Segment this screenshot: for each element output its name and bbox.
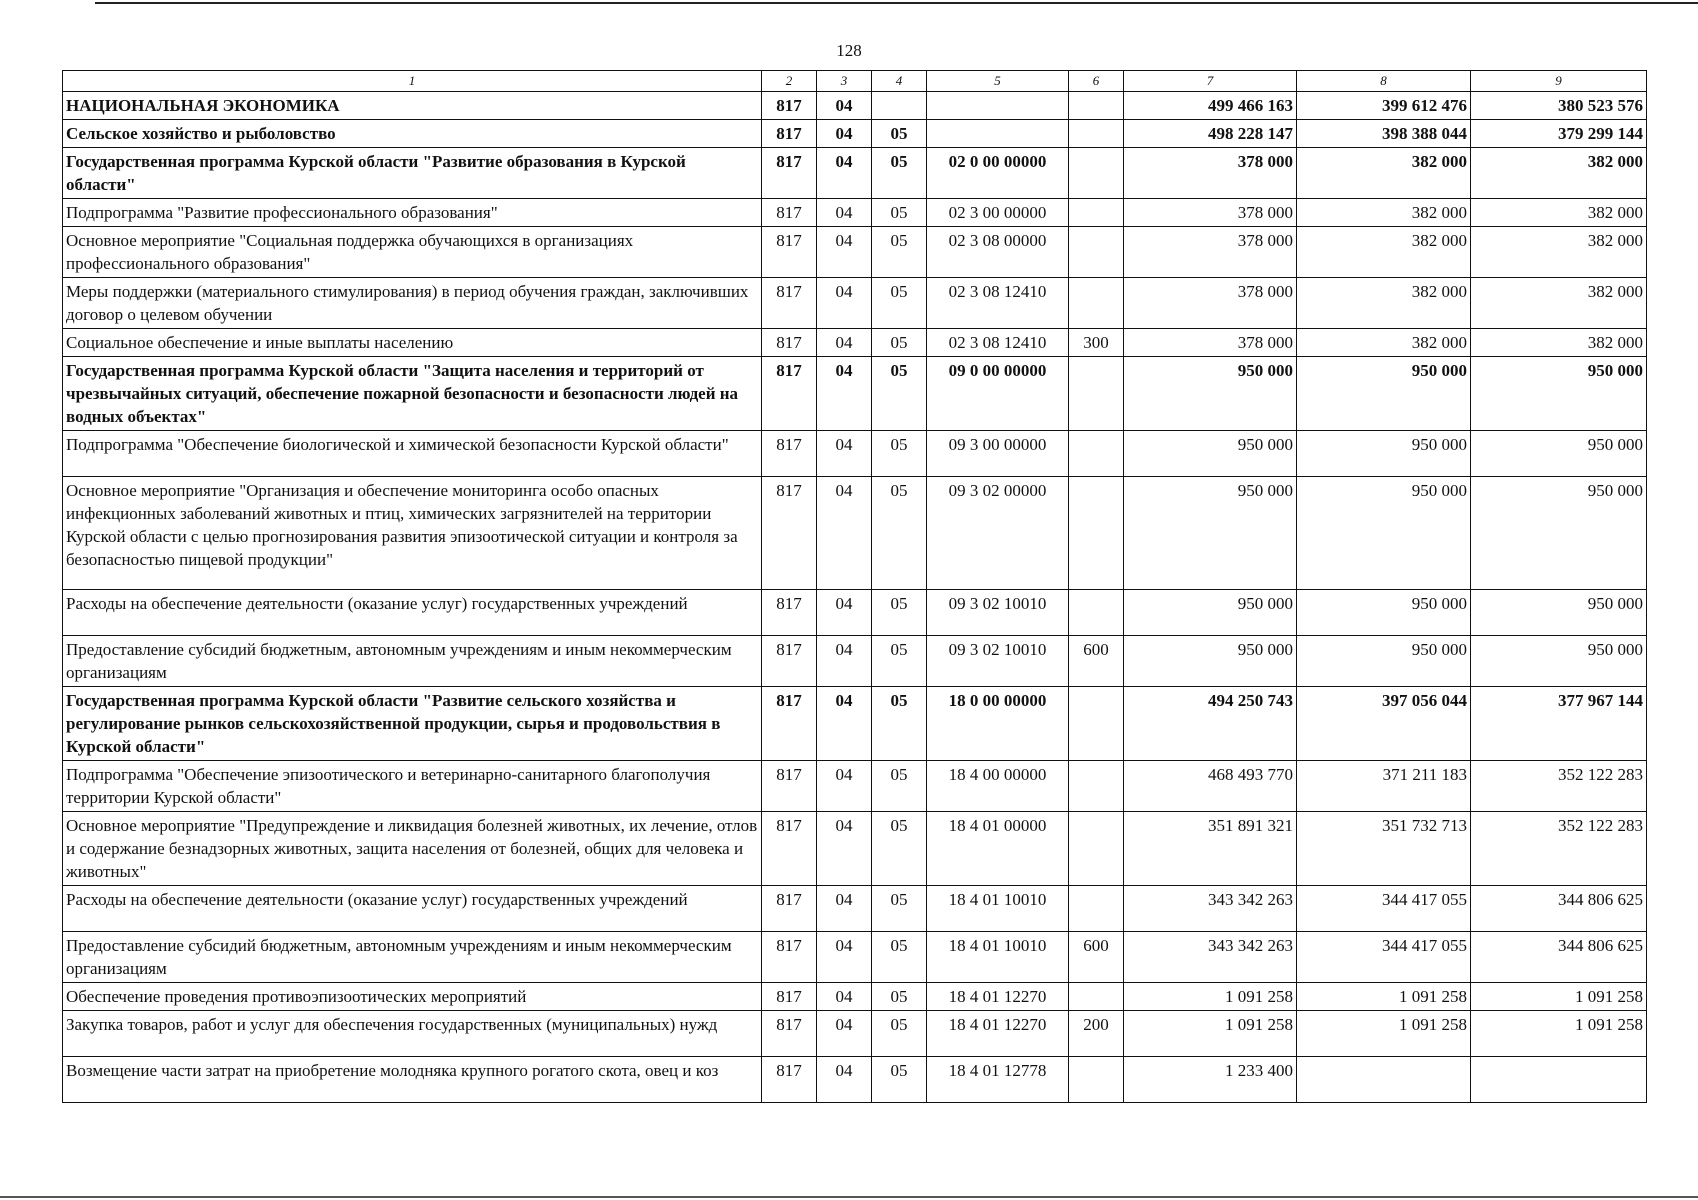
row-amount-col7: 499 466 163 (1124, 92, 1297, 120)
row-section-code: 04 (817, 1011, 872, 1057)
table-row (63, 932, 1647, 983)
row-section-code: 04 (817, 761, 872, 812)
row-grbs-code: 817 (762, 812, 817, 886)
row-expense-type (1069, 227, 1124, 278)
table-body (63, 92, 1647, 1103)
row-subsection-code: 05 (872, 1057, 927, 1103)
row-expense-type (1069, 1057, 1124, 1103)
row-expense-type (1069, 92, 1124, 120)
row-target-article: 18 4 01 12778 (927, 1057, 1069, 1103)
row-subsection-code: 05 (872, 329, 927, 357)
row-section-code: 04 (817, 886, 872, 932)
row-grbs-code: 817 (762, 932, 817, 983)
table-row (63, 1011, 1647, 1057)
column-header: 5 (927, 71, 1069, 92)
row-amount-col8: 382 000 (1297, 199, 1471, 227)
row-amount-col8: 344 417 055 (1297, 932, 1471, 983)
row-target-article: 09 3 02 10010 (927, 590, 1069, 636)
table-row (63, 329, 1647, 357)
table-row (63, 886, 1647, 932)
row-grbs-code: 817 (762, 92, 817, 120)
row-target-article: 18 4 01 12270 (927, 1011, 1069, 1057)
row-section-code: 04 (817, 687, 872, 761)
row-subsection-code: 05 (872, 199, 927, 227)
row-amount-col8: 950 000 (1297, 477, 1471, 590)
row-expense-type: 600 (1069, 636, 1124, 687)
row-subsection-code: 05 (872, 761, 927, 812)
row-name: Основное мероприятие "Социальная поддержка обучающихся в организациях профессионального образования" (63, 227, 762, 278)
row-target-article (927, 120, 1069, 148)
row-amount-col8: 382 000 (1297, 278, 1471, 329)
column-header: 8 (1297, 71, 1471, 92)
row-target-article: 18 4 01 10010 (927, 932, 1069, 983)
row-expense-type: 300 (1069, 329, 1124, 357)
table-row (63, 1057, 1647, 1103)
row-name: Основное мероприятие "Организация и обеспечение мониторинга особо опасных инфекционных заболеваний животных и птиц, химических загрязнителей на территории Курской области с целью прогнозирования развития эпизоотической ситуации и контроля за безопасностью пищевой продукции" (63, 477, 762, 590)
table-row (63, 199, 1647, 227)
row-section-code: 04 (817, 812, 872, 886)
row-subsection-code: 05 (872, 983, 927, 1011)
row-expense-type: 200 (1069, 1011, 1124, 1057)
row-section-code: 04 (817, 227, 872, 278)
row-amount-col8: 1 091 258 (1297, 983, 1471, 1011)
row-target-article: 02 3 08 12410 (927, 329, 1069, 357)
row-amount-col9: 379 299 144 (1471, 120, 1647, 148)
row-expense-type (1069, 278, 1124, 329)
row-amount-col8 (1297, 1057, 1471, 1103)
row-amount-col8: 397 056 044 (1297, 687, 1471, 761)
row-subsection-code: 05 (872, 357, 927, 431)
row-subsection-code: 05 (872, 932, 927, 983)
row-grbs-code: 817 (762, 1011, 817, 1057)
row-subsection-code: 05 (872, 687, 927, 761)
row-grbs-code: 817 (762, 1057, 817, 1103)
row-name: Расходы на обеспечение деятельности (оказание услуг) государственных учреждений (63, 886, 762, 932)
top-rule (95, 2, 1698, 4)
table-row (63, 148, 1647, 199)
row-subsection-code: 05 (872, 148, 927, 199)
row-amount-col9: 344 806 625 (1471, 932, 1647, 983)
row-amount-col9: 352 122 283 (1471, 812, 1647, 886)
row-name: Государственная программа Курской области "Развитие сельского хозяйства и регулирование рынков сельскохозяйственной продукции, сырья и продовольствия в Курской области" (63, 687, 762, 761)
row-name: Расходы на обеспечение деятельности (оказание услуг) государственных учреждений (63, 590, 762, 636)
column-number-row (63, 71, 1647, 92)
row-section-code: 04 (817, 92, 872, 120)
budget-table (62, 70, 1647, 1103)
row-amount-col7: 1 091 258 (1124, 983, 1297, 1011)
row-section-code: 04 (817, 357, 872, 431)
row-expense-type (1069, 687, 1124, 761)
row-amount-col7: 378 000 (1124, 199, 1297, 227)
row-name: Государственная программа Курской области "Развитие образования в Курской области" (63, 148, 762, 199)
row-amount-col8: 399 612 476 (1297, 92, 1471, 120)
row-target-article (927, 92, 1069, 120)
row-amount-col8: 950 000 (1297, 357, 1471, 431)
row-section-code: 04 (817, 148, 872, 199)
row-amount-col8: 382 000 (1297, 148, 1471, 199)
row-section-code: 04 (817, 590, 872, 636)
row-amount-col7: 343 342 263 (1124, 932, 1297, 983)
row-grbs-code: 817 (762, 687, 817, 761)
table-row (63, 278, 1647, 329)
row-target-article: 02 3 08 00000 (927, 227, 1069, 278)
row-subsection-code: 05 (872, 812, 927, 886)
row-expense-type (1069, 886, 1124, 932)
row-subsection-code: 05 (872, 1011, 927, 1057)
row-name: Закупка товаров, работ и услуг для обеспечения государственных (муниципальных) нужд (63, 1011, 762, 1057)
row-amount-col9: 382 000 (1471, 148, 1647, 199)
row-expense-type (1069, 357, 1124, 431)
row-amount-col7: 378 000 (1124, 329, 1297, 357)
row-name: Подпрограмма "Развитие профессионального образования" (63, 199, 762, 227)
row-amount-col9: 950 000 (1471, 431, 1647, 477)
row-subsection-code: 05 (872, 477, 927, 590)
row-name: Основное мероприятие "Предупреждение и ликвидация болезней животных, их лечение, отлов и содержание безнадзорных животных, защита населения от болезней, общих для человека и животных" (63, 812, 762, 886)
row-amount-col9: 382 000 (1471, 278, 1647, 329)
row-subsection-code: 05 (872, 886, 927, 932)
row-amount-col9: 950 000 (1471, 590, 1647, 636)
row-expense-type (1069, 148, 1124, 199)
row-target-article: 18 4 01 10010 (927, 886, 1069, 932)
row-name: Подпрограмма "Обеспечение биологической и химической безопасности Курской области" (63, 431, 762, 477)
row-section-code: 04 (817, 983, 872, 1011)
row-target-article: 02 0 00 00000 (927, 148, 1069, 199)
row-amount-col8: 344 417 055 (1297, 886, 1471, 932)
row-amount-col9 (1471, 1057, 1647, 1103)
page-number: 128 (836, 41, 862, 60)
row-subsection-code: 05 (872, 590, 927, 636)
row-amount-col7: 498 228 147 (1124, 120, 1297, 148)
row-target-article: 18 4 00 00000 (927, 761, 1069, 812)
row-expense-type (1069, 761, 1124, 812)
row-amount-col8: 1 091 258 (1297, 1011, 1471, 1057)
row-amount-col8: 371 211 183 (1297, 761, 1471, 812)
row-grbs-code: 817 (762, 278, 817, 329)
table-row (63, 120, 1647, 148)
row-amount-col7: 378 000 (1124, 148, 1297, 199)
column-header: 3 (817, 71, 872, 92)
table-row (63, 477, 1647, 590)
row-name: НАЦИОНАЛЬНАЯ ЭКОНОМИКА (63, 92, 762, 120)
table-row (63, 812, 1647, 886)
row-expense-type (1069, 477, 1124, 590)
row-amount-col7: 468 493 770 (1124, 761, 1297, 812)
row-amount-col7: 378 000 (1124, 278, 1297, 329)
row-amount-col9: 382 000 (1471, 227, 1647, 278)
row-name: Сельское хозяйство и рыболовство (63, 120, 762, 148)
row-name: Предоставление субсидий бюджетным, автономным учреждениям и иным некоммерческим организациям (63, 636, 762, 687)
row-amount-col7: 950 000 (1124, 477, 1297, 590)
row-grbs-code: 817 (762, 983, 817, 1011)
row-name: Возмещение части затрат на приобретение молодняка крупного рогатого скота, овец и коз (63, 1057, 762, 1103)
row-subsection-code (872, 92, 927, 120)
table-row (63, 92, 1647, 120)
row-name: Меры поддержки (материального стимулирования) в период обучения граждан, заключивших договор о целевом обучении (63, 278, 762, 329)
row-grbs-code: 817 (762, 636, 817, 687)
table-row (63, 983, 1647, 1011)
row-expense-type (1069, 199, 1124, 227)
row-expense-type (1069, 590, 1124, 636)
row-section-code: 04 (817, 431, 872, 477)
row-amount-col9: 344 806 625 (1471, 886, 1647, 932)
row-amount-col9: 377 967 144 (1471, 687, 1647, 761)
table-row (63, 687, 1647, 761)
row-target-article: 18 4 01 12270 (927, 983, 1069, 1011)
row-grbs-code: 817 (762, 199, 817, 227)
row-target-article: 02 3 08 12410 (927, 278, 1069, 329)
row-amount-col7: 950 000 (1124, 357, 1297, 431)
row-amount-col8: 950 000 (1297, 431, 1471, 477)
table-row (63, 636, 1647, 687)
row-amount-col9: 950 000 (1471, 357, 1647, 431)
row-section-code: 04 (817, 199, 872, 227)
row-name: Государственная программа Курской области "Защита населения и территорий от чрезвычайных ситуаций, обеспечение пожарной безопасности и безопасности людей на водных объектах" (63, 357, 762, 431)
row-amount-col7: 950 000 (1124, 636, 1297, 687)
row-grbs-code: 817 (762, 431, 817, 477)
row-target-article: 09 3 02 00000 (927, 477, 1069, 590)
row-amount-col9: 950 000 (1471, 636, 1647, 687)
row-grbs-code: 817 (762, 357, 817, 431)
row-expense-type (1069, 431, 1124, 477)
row-subsection-code: 05 (872, 120, 927, 148)
row-amount-col8: 351 732 713 (1297, 812, 1471, 886)
row-amount-col7: 494 250 743 (1124, 687, 1297, 761)
row-subsection-code: 05 (872, 636, 927, 687)
row-section-code: 04 (817, 278, 872, 329)
table-row (63, 431, 1647, 477)
row-grbs-code: 817 (762, 120, 817, 148)
row-expense-type (1069, 983, 1124, 1011)
column-header: 1 (63, 71, 762, 92)
row-target-article: 18 0 00 00000 (927, 687, 1069, 761)
table-row (63, 590, 1647, 636)
table-row (63, 761, 1647, 812)
row-grbs-code: 817 (762, 148, 817, 199)
column-header: 2 (762, 71, 817, 92)
row-amount-col7: 378 000 (1124, 227, 1297, 278)
row-section-code: 04 (817, 120, 872, 148)
row-name: Предоставление субсидий бюджетным, автономным учреждениям и иным некоммерческим организациям (63, 932, 762, 983)
row-target-article: 09 3 02 10010 (927, 636, 1069, 687)
row-amount-col7: 1 233 400 (1124, 1057, 1297, 1103)
row-grbs-code: 817 (762, 761, 817, 812)
row-amount-col7: 343 342 263 (1124, 886, 1297, 932)
row-section-code: 04 (817, 1057, 872, 1103)
table-row (63, 357, 1647, 431)
row-amount-col9: 382 000 (1471, 199, 1647, 227)
row-subsection-code: 05 (872, 227, 927, 278)
row-expense-type (1069, 120, 1124, 148)
column-header: 7 (1124, 71, 1297, 92)
row-target-article: 18 4 01 00000 (927, 812, 1069, 886)
row-amount-col8: 950 000 (1297, 636, 1471, 687)
row-amount-col7: 1 091 258 (1124, 1011, 1297, 1057)
row-target-article: 09 3 00 00000 (927, 431, 1069, 477)
column-header: 9 (1471, 71, 1647, 92)
row-amount-col9: 352 122 283 (1471, 761, 1647, 812)
row-amount-col8: 382 000 (1297, 329, 1471, 357)
row-grbs-code: 817 (762, 329, 817, 357)
row-amount-col9: 1 091 258 (1471, 1011, 1647, 1057)
row-subsection-code: 05 (872, 278, 927, 329)
row-amount-col8: 398 388 044 (1297, 120, 1471, 148)
table-row (63, 227, 1647, 278)
row-subsection-code: 05 (872, 431, 927, 477)
row-name: Подпрограмма "Обеспечение эпизоотического и ветеринарно-санитарного благополучия территории Курской области" (63, 761, 762, 812)
row-amount-col9: 1 091 258 (1471, 983, 1647, 1011)
row-name: Обеспечение проведения противоэпизоотических мероприятий (63, 983, 762, 1011)
row-name: Социальное обеспечение и иные выплаты населению (63, 329, 762, 357)
row-expense-type (1069, 812, 1124, 886)
row-section-code: 04 (817, 477, 872, 590)
row-amount-col7: 950 000 (1124, 590, 1297, 636)
row-grbs-code: 817 (762, 477, 817, 590)
row-section-code: 04 (817, 932, 872, 983)
row-section-code: 04 (817, 329, 872, 357)
bottom-rule (0, 1196, 1698, 1198)
row-amount-col8: 382 000 (1297, 227, 1471, 278)
row-grbs-code: 817 (762, 227, 817, 278)
row-amount-col7: 351 891 321 (1124, 812, 1297, 886)
row-section-code: 04 (817, 636, 872, 687)
column-header: 4 (872, 71, 927, 92)
column-header: 6 (1069, 71, 1124, 92)
row-target-article: 09 0 00 00000 (927, 357, 1069, 431)
row-amount-col8: 950 000 (1297, 590, 1471, 636)
row-amount-col9: 380 523 576 (1471, 92, 1647, 120)
row-grbs-code: 817 (762, 886, 817, 932)
row-grbs-code: 817 (762, 590, 817, 636)
row-amount-col9: 950 000 (1471, 477, 1647, 590)
row-target-article: 02 3 00 00000 (927, 199, 1069, 227)
row-amount-col9: 382 000 (1471, 329, 1647, 357)
row-amount-col7: 950 000 (1124, 431, 1297, 477)
row-expense-type: 600 (1069, 932, 1124, 983)
